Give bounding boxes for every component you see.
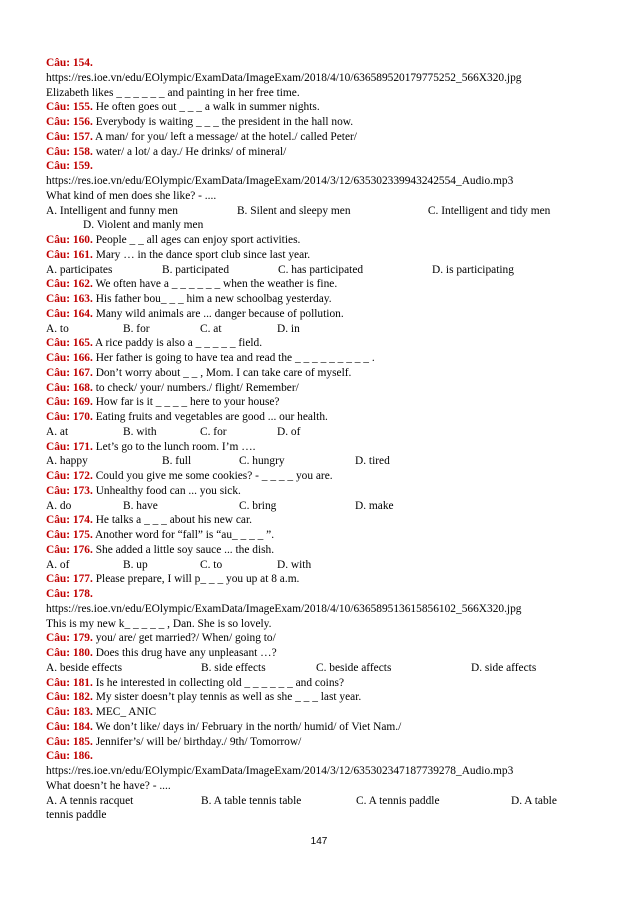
answer-option: D. A table [511,794,557,807]
question-label: Câu: 164. [46,307,93,320]
answer-options [46,425,606,440]
answer-option: A. Intelligent and funny men [46,204,178,217]
question-text: His father bou_ _ _ him a new schoolbag yesterday. [92,293,332,305]
question-document [46,56,606,823]
question-label: Câu: 186. [46,750,93,763]
question-text: My sister doesn’t play tennis as well as she _ _ _ last year. [92,691,362,704]
question-line [46,307,606,322]
question-text: People _ _ all ages can enjoy sport activities. [92,234,301,246]
question-label: Câu: 156. [46,116,93,128]
question-line [46,351,606,366]
question-text: We don’t like/ days in/ February in the north/ humid/ of Viet Nam./ [92,720,402,733]
question-line [46,381,606,396]
question-text: Elizabeth likes _ _ _ _ _ _ and painting in her free time. [46,86,300,99]
answer-option: B. full [162,455,192,468]
answer-options [46,558,606,573]
question-label: Câu: 183. [46,706,93,718]
question-text: MEC_ ANIC [92,706,157,718]
question-text: A rice paddy is also a _ _ _ _ _ field. [92,337,263,350]
question-label: Câu: 178. [46,588,93,600]
question-line [46,366,606,381]
question-label: Câu: 165. [46,337,93,350]
question-label: Câu: 157. [46,130,93,143]
question-label: Câu: 169. [46,396,93,409]
answer-option: A. at [46,425,69,438]
question-line [46,528,606,543]
question-text: He talks a _ _ _ about his new car. [92,514,252,527]
question-label: Câu: 167. [46,366,93,379]
answer-options [46,263,606,278]
question-line [46,587,606,602]
answer-option: B. A table tennis table [201,794,302,807]
answer-option: D. make [355,499,394,512]
question-line [46,174,606,189]
question-line [46,764,606,779]
question-line [46,676,606,691]
question-text: How far is it _ _ _ _ here to your house? [92,396,280,409]
question-label: Câu: 179. [46,632,93,645]
question-text: Unhealthy food can ... you sick. [92,484,241,497]
question-text: https://res.ioe.vn/edu/EOlympic/ExamData/ImageExam/2014/3/12/635302339943242554_Audio.mp3 [46,175,514,187]
page-number: 147 [310,836,328,847]
question-text: Her father is going to have tea and read the _ _ _ _ _ _ _ _ _ . [92,352,375,364]
question-label: Câu: 173. [46,484,93,497]
question-label: Câu: 154. [46,57,93,69]
question-text: This is my new k_ _ _ _ _ , Dan. She is so lovely. [46,617,272,630]
question-line [46,484,606,499]
question-label: Câu: 166. [46,352,93,364]
question-text: She added a little soy sauce ... the dish. [92,543,275,556]
answer-option: D. with [277,558,312,571]
answer-options [46,204,606,219]
question-label: Câu: 162. [46,278,93,291]
answer-option: B. have [123,499,158,512]
question-text: Let’s go to the lunch room. I’m …. [92,440,256,453]
question-line [46,440,606,455]
question-line [46,336,606,351]
question-line [46,808,606,823]
answer-option: C. to [200,558,223,571]
question-label: Câu: 184. [46,720,93,733]
question-line [46,100,606,115]
question-label: Câu: 182. [46,691,93,704]
answer-option: C. at [200,322,222,335]
question-line [46,218,606,233]
question-line [46,631,606,646]
question-text: Does this drug have any unpleasant …? [92,647,277,659]
answer-option: B. up [123,558,148,571]
answer-options [46,794,606,809]
answer-option: C. has participated [278,263,364,276]
question-text: to check/ your/ numbers./ flight/ Remember/ [92,381,299,394]
question-line [46,233,606,248]
answer-option: D. of [277,425,301,438]
question-line [46,145,606,160]
answer-options [46,499,606,514]
answer-option: C. A tennis paddle [356,794,440,807]
question-label: Câu: 163. [46,293,93,305]
question-label: Câu: 177. [46,573,93,586]
question-line [46,513,606,528]
question-line [46,115,606,130]
question-label: Câu: 175. [46,529,93,541]
answer-option: A. beside effects [46,661,123,674]
question-text: We often have a _ _ _ _ _ _ when the weather is fine. [92,278,338,291]
answer-option: A. of [46,558,70,571]
answer-option: B. participated [162,263,230,276]
question-text: water/ a lot/ a day./ He drinks/ of mineral/ [92,145,287,158]
question-text: Could you give me some cookies? - _ _ _ _ you are. [92,470,333,482]
question-text: Many wild animals are ... danger because of pollution. [92,307,344,320]
question-text: Don’t worry about _ _ , Mom. I can take care of myself. [92,366,352,379]
answer-option: A. do [46,499,72,512]
question-label: Câu: 155. [46,101,93,114]
question-line [46,248,606,263]
answer-option: D. is participating [432,263,514,276]
question-label: Câu: 181. [46,676,93,689]
question-line [46,292,606,307]
answer-option: C. hungry [239,455,285,468]
question-line [46,130,606,145]
question-line [46,572,606,587]
question-line [46,720,606,735]
question-text: D. Violent and manly men [83,219,204,232]
question-text: Eating fruits and vegetables are good ... our health. [92,411,328,423]
answer-option: C. for [200,425,227,438]
question-text: Is he interested in collecting old _ _ _ _ _ _ and coins? [92,676,345,689]
question-label: Câu: 172. [46,470,93,482]
question-text: A man/ for you/ left a message/ at the hotel./ called Peter/ [92,130,357,143]
answer-options [46,322,606,337]
question-text: https://res.ioe.vn/edu/EOlympic/ExamData/ImageExam/2014/3/12/635302347187739278_Audio.mp3 [46,765,514,777]
question-line [46,469,606,484]
answer-option: D. side affects [471,661,537,674]
answer-option: B. Silent and sleepy men [236,204,351,217]
question-line [46,735,606,750]
answer-option: D. in [277,322,300,335]
answer-option: B. with [123,425,157,438]
question-label: Câu: 159. [46,160,93,173]
question-line [46,395,606,410]
answer-option: A. participates [46,263,113,276]
question-text: He often goes out _ _ _ a walk in summer nights. [92,101,320,114]
question-label: Câu: 176. [46,543,93,556]
answer-option: A. to [46,322,69,335]
question-text: What doesn’t he have? - .... [46,779,171,792]
question-label: Câu: 174. [46,514,93,527]
question-line [46,690,606,705]
question-label: Câu: 168. [46,381,93,394]
question-line [46,646,606,661]
question-label: Câu: 180. [46,647,93,659]
question-line [46,410,606,425]
question-label: Câu: 171. [46,440,93,453]
answer-option: C. beside affects [316,661,392,674]
answer-option: C. bring [239,499,277,512]
question-line [46,86,606,101]
question-text: Mary … in the dance sport club since last year. [92,248,311,261]
question-text: https://res.ioe.vn/edu/EOlympic/ExamData/ImageExam/2018/4/10/636589520179775252_566X320.jpg [46,71,522,84]
question-text: Jennifer’s/ will be/ birthday./ 9th/ Tomorrow/ [92,735,302,748]
answer-option: B. side effects [201,661,266,674]
answer-option: A. A tennis racquet [46,794,134,807]
question-line [46,56,606,71]
answer-options [46,661,606,676]
answer-options [46,454,606,469]
question-text: What kind of men does she like? - .... [46,189,217,202]
question-label: Câu: 185. [46,735,93,748]
question-label: Câu: 161. [46,248,93,261]
answer-option: D. tired [355,455,390,468]
question-line [46,779,606,794]
question-label: Câu: 170. [46,411,93,423]
question-text: https://res.ioe.vn/edu/EOlympic/ExamData/ImageExam/2018/4/10/636589513615856102_566X320.jpg [46,602,522,615]
question-text: you/ are/ get married?/ When/ going to/ [92,632,276,645]
question-text: Please prepare, I will p_ _ _ you up at 8 a.m. [92,573,300,586]
question-line [46,189,606,204]
question-line [46,617,606,632]
question-line [46,705,606,720]
answer-option: B. for [123,322,150,335]
question-text: Another word for “fall” is “au_ _ _ _ ”. [92,529,275,541]
question-line [46,159,606,174]
question-text: tennis paddle [46,809,107,822]
question-line [46,277,606,292]
question-line [46,71,606,86]
question-line [46,543,606,558]
question-text: Everybody is waiting _ _ _ the president in the hall now. [92,116,354,128]
question-line [46,749,606,764]
answer-option: A. happy [46,455,88,468]
question-label: Câu: 160. [46,234,93,246]
question-label: Câu: 158. [46,145,93,158]
question-line [46,602,606,617]
answer-option: C. Intelligent and tidy men [427,204,551,217]
